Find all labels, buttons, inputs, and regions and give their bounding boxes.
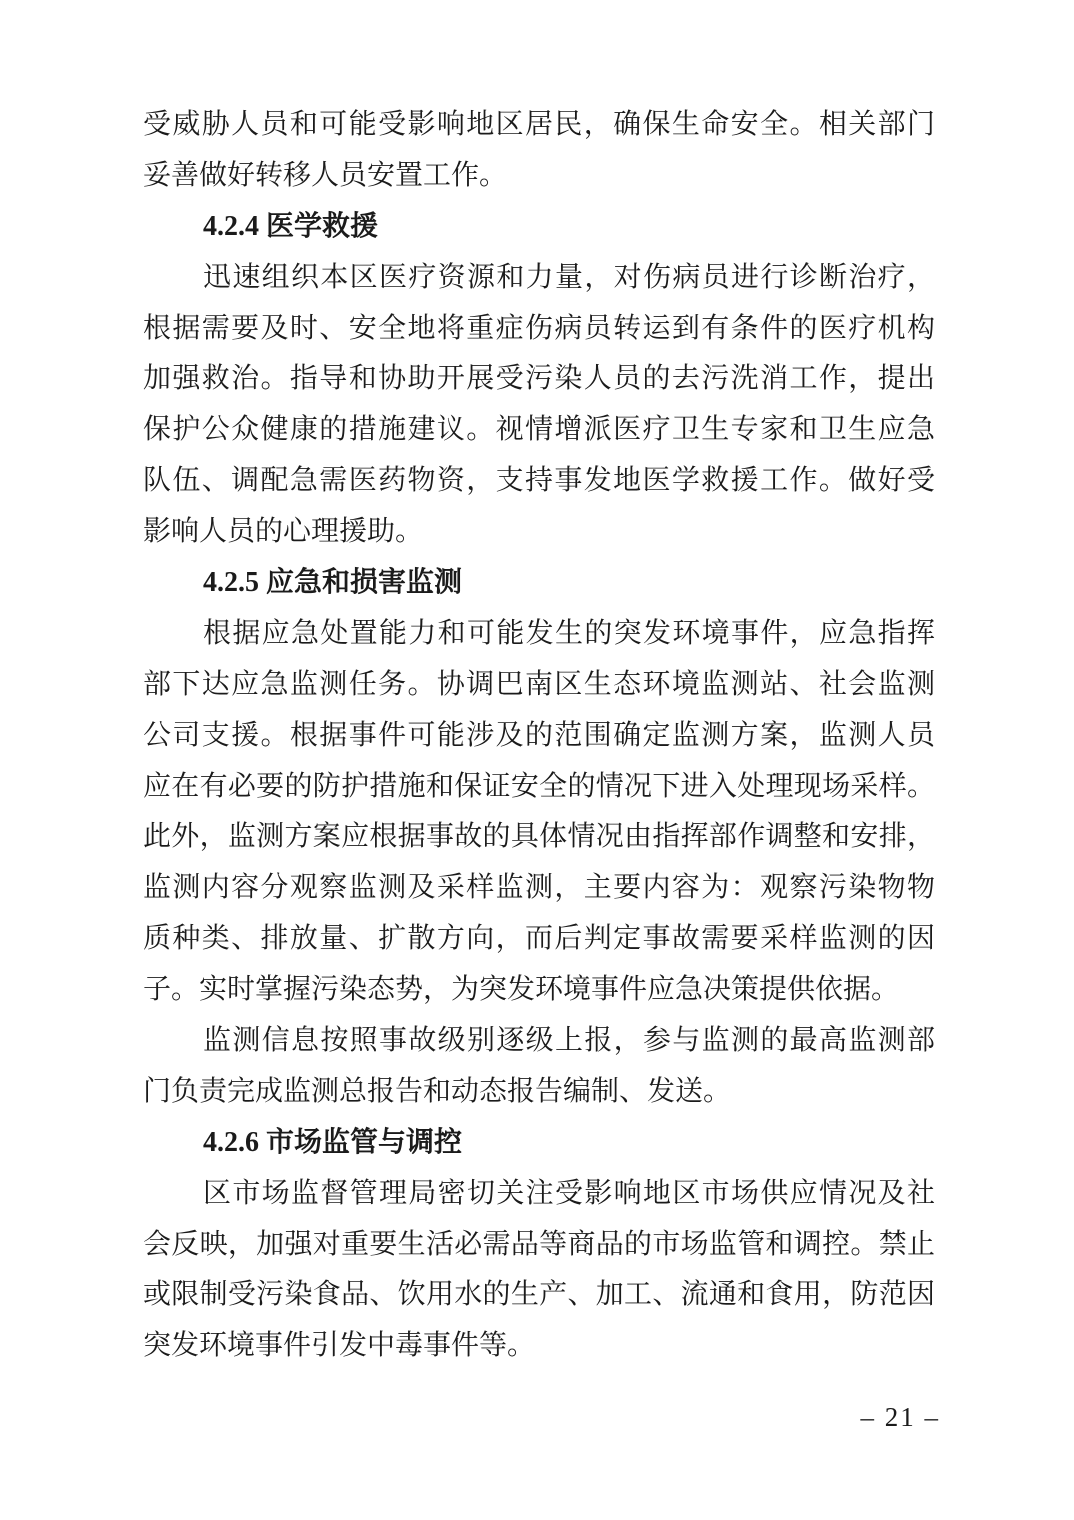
text-line: 区市场监督管理局密切关注受影响地区市场供应情况及社 [203,1177,935,1209]
text-line: 保护公众健康的措施建议。视情增派医疗卫生专家和卫生应急 [143,414,935,446]
text-line: 质种类、排放量、扩散方向，而后判定事故需要采样监测的因 [143,923,935,955]
text-line: 根据应急处置能力和可能发生的突发环境事件，应急指挥 [203,617,935,649]
text-line: 或限制受污染食品、饮用水的生产、加工、流通和食用，防范因 [143,1279,935,1311]
section-heading: 4.2.6 市场监管与调控 [203,1126,463,1158]
text-line: 队伍、调配急需医药物资，支持事发地医学救援工作。做好受 [143,465,935,497]
text-line: 会反映，加强对重要生活必需品等商品的市场监管和调控。禁止 [143,1228,935,1260]
text-line: 监测信息按照事故级别逐级上报，参与监测的最高监测部 [203,1025,935,1057]
text-line: 加强救治。指导和协助开展受污染人员的去污洗消工作，提出 [143,363,935,395]
text-line: 影响人员的心理援助。 [143,516,424,548]
text-line: 部下达应急监测任务。协调巴南区生态环境监测站、社会监测 [143,668,935,700]
text-line: 受威胁人员和可能受影响地区居民，确保生命安全。相关部门 [143,109,935,140]
page-number: – 21 – [860,1402,940,1432]
document-body [143,100,935,1372]
text-line: 迅速组织本区医疗资源和力量，对伤病员进行诊断治疗， [203,261,935,293]
text-line: 监测内容分观察监测及采样监测，主要内容为：观察污染物物 [143,872,935,904]
text-line: 子。实时掌握污染态势，为突发环境事件应急决策提供依据。 [143,974,900,1006]
text-line: 根据需要及时、安全地将重症伤病员转运到有条件的医疗机构 [143,312,935,344]
text-line: 应在有必要的防护措施和保证安全的情况下进入处理现场采样。 [143,770,935,802]
text-line: 妥善做好转移人员安置工作。 [143,159,508,191]
text-line: 门负责完成监测总报告和动态报告编制、发送。 [143,1075,732,1107]
section-heading: 4.2.5 应急和损害监测 [203,567,463,599]
section-heading: 4.2.4 医学救援 [203,210,379,242]
text-line: 此外，监测方案应根据事故的具体情况由指挥部作调整和安排， [143,821,935,853]
text-line: 突发环境事件引发中毒事件等。 [143,1330,536,1362]
text-line: 公司支援。根据事件可能涉及的范围确定监测方案，监测人员 [143,719,935,751]
